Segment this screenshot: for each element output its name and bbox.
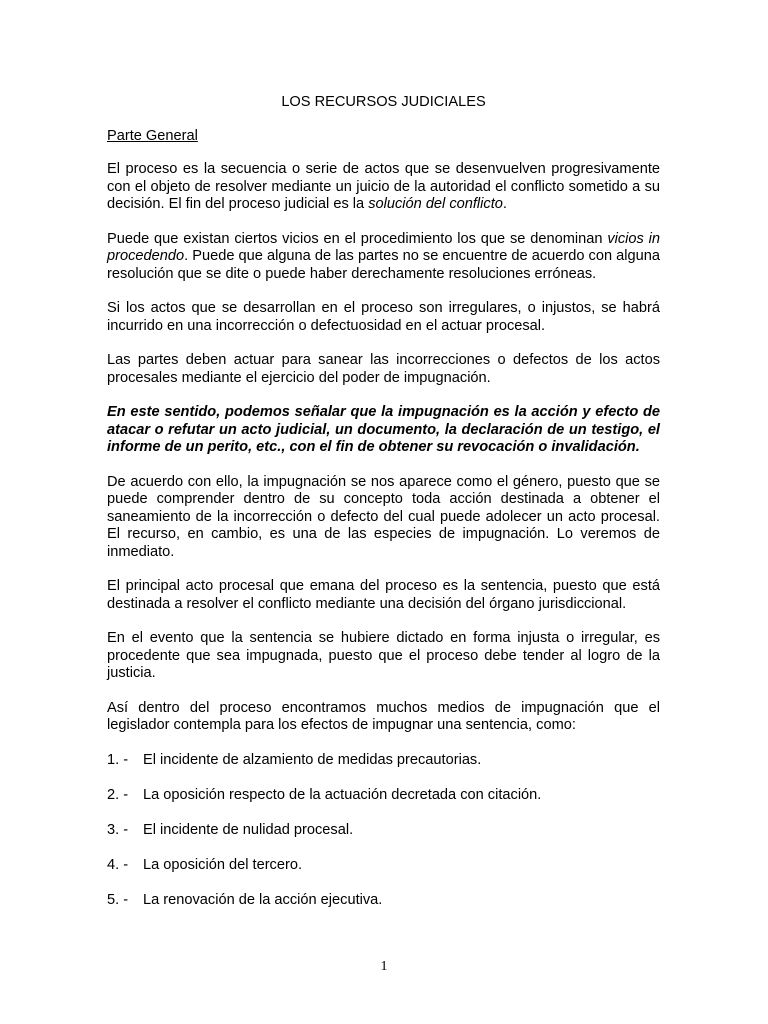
paragraph-5-definition: En este sentido, podemos señalar que la impugnación es la acción y efecto de atacar o refutar un acto judicial, un documento, la declaración de un testigo, el informe de un perito, etc., con el fin de obtener su revocación o invalidación. <box>107 404 660 455</box>
document-title: LOS RECURSOS JUDICIALES <box>281 94 486 110</box>
paragraph-4: Las partes deben actuar para sanear las incorrecciones o defectos de los actos procesales mediante el ejercicio del poder de impugnación. <box>107 352 660 386</box>
list-item-text: El incidente de alzamiento de medidas precautorias. <box>143 751 482 768</box>
paragraph-1-end: . <box>502 196 507 212</box>
paragraph-1-text: El proceso es la secuencia o serie de actos que se desenvuelven progresivamente con el objeto de resolver mediante un juicio de la autoridad el conflicto sometido a su decisión. El fin del proceso judicial es la <box>107 161 660 212</box>
paragraph-2-emphasis: vicios in procedendo <box>107 230 661 264</box>
page-number: 1 <box>380 959 388 974</box>
list-item-text: La oposición del tercero. <box>143 856 303 873</box>
list-item-text: La oposición respecto de la actuación decretada con citación. <box>143 786 542 803</box>
list-item-number: 2. - <box>107 786 129 803</box>
paragraph-6: De acuerdo con ello, la impugnación se nos aparece como el género, puesto que se puede comprender dentro de su concepto toda acción destinada a obtener el saneamiento de la incorrección o defecto del cual puede adolecer un acto procesal. El recurso, en cambio, es una de las especies de impugnación. Lo veremos de inmediato. <box>107 473 660 560</box>
list-item <box>107 892 660 910</box>
paragraph-1-emphasis: solución del conflicto <box>368 196 503 212</box>
list-item-text: La renovación de la acción ejecutiva. <box>143 891 383 908</box>
impugnation-list <box>107 752 660 910</box>
paragraph-9: Así dentro del proceso encontramos muchos medios de impugnación que el legislador contempla para los efectos de impugnar una sentencia, como: <box>107 699 660 733</box>
list-item-number: 4. - <box>107 856 129 873</box>
paragraph-2 <box>107 231 660 284</box>
list-item <box>107 752 660 770</box>
list-item-number: 5. - <box>107 891 129 908</box>
section-heading: Parte General <box>107 127 198 144</box>
list-item-number: 3. - <box>107 821 129 838</box>
list-item <box>107 787 660 805</box>
list-item-text: El incidente de nulidad procesal. <box>143 821 354 838</box>
paragraph-1 <box>107 161 660 214</box>
list-item <box>107 857 660 875</box>
paragraph-7: El principal acto procesal que emana del proceso es la sentencia, puesto que está destinada a resolver el conflicto mediante una decisión del órgano jurisdiccional. <box>107 578 660 612</box>
paragraph-2-text: Puede que existan ciertos vicios en el procedimiento los que se denominan <box>107 230 608 247</box>
list-item-number: 1. - <box>107 751 129 768</box>
paragraph-8: En el evento que la sentencia se hubiere dictado en forma injusta o irregular, es procedente que sea impugnada, puesto que el proceso debe tender al logro de la justicia. <box>107 630 660 681</box>
list-item <box>107 822 660 840</box>
paragraph-3: Si los actos que se desarrollan en el proceso son irregulares, o injustos, se habrá incurrido en una incorrección o defectuosidad en el actuar procesal. <box>107 300 660 334</box>
paragraph-2-end: . Puede que alguna de las partes no se encuentre de acuerdo con alguna resolución que se dite o puede haber derechamente resoluciones erróneas. <box>107 248 660 282</box>
